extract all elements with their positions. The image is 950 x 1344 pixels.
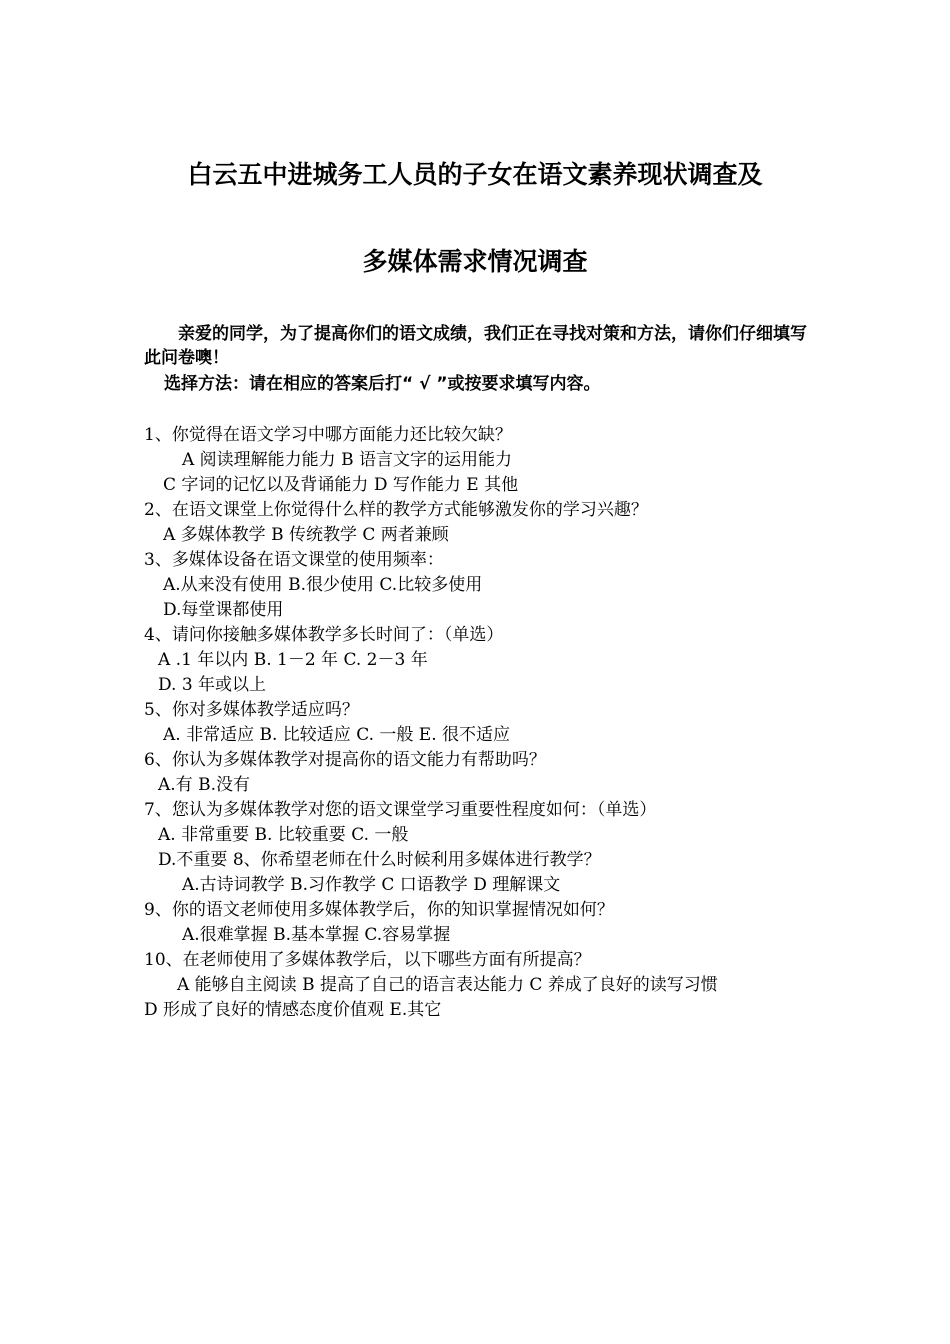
question-2: 2、在语文课堂上你觉得什么样的教学方式能够激发你的学习兴趣？ [144,500,648,520]
question-3-options-a: A.从来没有使用 B.很少使用 C.比较多使用 [163,575,483,595]
question-1-options-a: A 阅读理解能力能力 B 语言文字的运用能力 [182,450,512,470]
title-line-2: 多媒体需求情况调查 [362,247,588,276]
question-8-options: A.古诗词教学 B.习作教学 C 口语教学 D 理解课文 [182,875,561,895]
title-line-1: 白云五中进城务工人员的子女在语文素养现状调查及 [187,160,763,189]
question-7-options-b-and-question-8: D.不重要 8、你希望老师在什么时候利用多媒体进行教学？ [158,850,601,870]
method-text: 选择方法：请在相应的答案后打“ √ ”或按要求填写内容。 [164,374,601,394]
question-4-options-b: D. 3 年或以上 [158,675,267,695]
question-3-options-b: D.每堂课都使用 [163,600,284,620]
question-7: 7、您认为多媒体教学对您的语文课堂学习重要性程度如何：（单选） [144,800,657,820]
question-10-options-a: A 能够自主阅读 B 提高了自己的语言表达能力 C 养成了良好的读写习惯 [177,975,718,995]
question-6-options: A.有 B.没有 [158,775,250,795]
question-5: 5、你对多媒体教学适应吗？ [144,700,359,720]
question-9: 9、你的语文老师使用多媒体教学后，你的知识掌握情况如何？ [144,900,614,920]
question-5-options: A. 非常适应 B. 比较适应 C. 一般 E. 很不适应 [163,725,511,745]
question-6: 6、你认为多媒体教学对提高你的语文能力有帮助吗？ [144,750,546,770]
question-1-options-b: C 字词的记忆以及背诵能力 D 写作能力 E 其他 [163,475,519,495]
question-2-options: A 多媒体教学 B 传统教学 C 两者兼顾 [163,525,449,545]
questionnaire-body [144,423,824,1023]
question-3: 3、多媒体设备在语文课堂的使用频率： [144,550,444,570]
intro-paragraph [144,322,814,370]
intro-text: 亲爱的同学，为了提高你们的语文成绩，我们正在寻找对策和方法，请你们仔细填写此问卷噢！ [144,324,807,368]
question-10-options-b: D 形成了良好的情感态度价值观 E.其它 [144,1000,442,1020]
method-paragraph [144,372,834,396]
question-1: 1、你觉得在语文学习中哪方面能力还比较欠缺？ [144,425,512,445]
question-10: 10、在老师使用了多媒体教学后，以下哪些方面有所提高？ [144,950,591,970]
question-7-options-a: A. 非常重要 B. 比较重要 C. 一般 [158,825,409,845]
question-9-options: A.很难掌握 B.基本掌握 C.容易掌握 [182,925,451,945]
question-4: 4、请问你接触多媒体教学多长时间了：（单选） [144,625,504,645]
question-4-options-a: A .1 年以内 B. 1－2 年 C. 2－3 年 [158,650,428,670]
